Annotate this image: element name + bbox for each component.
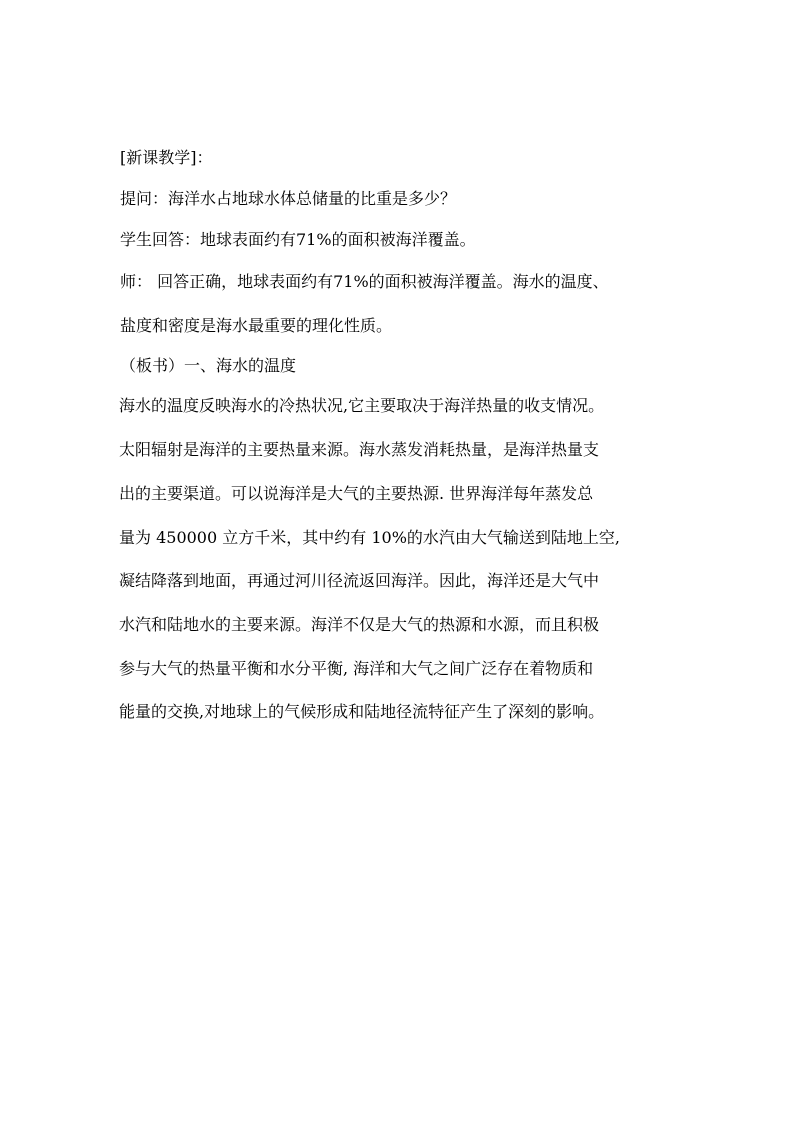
body-paragraph-line: 海水的温度反映海水的冷热状况,它主要取决于海洋热量的收支情况。 xyxy=(119,396,605,415)
body-paragraph-line: 量为 450000 立方千米，其中约有 10%的水汽由大气输送到陆地上空, xyxy=(119,528,620,547)
body-paragraph-line: 太阳辐射是海洋的主要热量来源。海水蒸发消耗热量，是海洋热量支 xyxy=(119,440,600,459)
body-paragraph-line: 凝结降落到地面，再通过河川径流返回海洋。因此，海洋还是大气中 xyxy=(119,571,600,590)
body-paragraph-line: 水汽和陆地水的主要来源。海洋不仅是大气的热源和水源，而且积极 xyxy=(119,615,600,634)
question-text: 提问：海洋水占地球水体总储量的比重是多少？ xyxy=(120,189,457,208)
board-note: （板书）一、海水的温度 xyxy=(120,356,297,375)
student-answer-text: 学生回答：地球表面约有71%的面积被海洋覆盖。 xyxy=(120,230,476,249)
body-paragraph-line: 参与大气的热量平衡和水分平衡, 海洋和大气之间广泛存在着物质和 xyxy=(119,659,594,678)
body-paragraph-line: 出的主要渠道。可以说海洋是大气的主要热源. 世界海洋每年蒸发总 xyxy=(119,484,594,503)
teacher-response-line: 盐度和密度是海水最重要的理化性质。 xyxy=(120,316,393,335)
teacher-response-line: 师： 回答正确，地球表面约有71%的面积被海洋覆盖。海水的温度、 xyxy=(120,272,609,291)
body-paragraph-line: 能量的交换,对地球上的气候形成和陆地径流特征产生了深刻的影响。 xyxy=(119,702,605,721)
section-heading: [新课教学]： xyxy=(120,148,213,167)
